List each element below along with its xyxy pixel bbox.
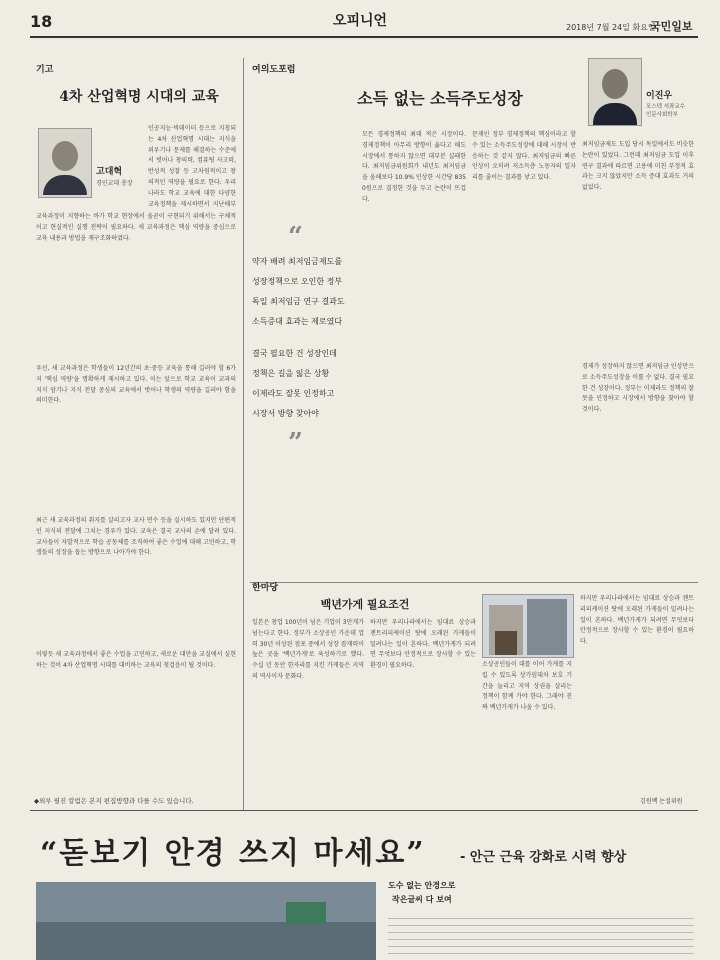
forum-paragraph-2: 문재인 정부 경제정책의 핵심이라고 할 수 있는 소득주도성장에 대해 시장이 반응하는 것 같지 않다. 최저임금의 빠른 인상이 오히려 저소득층 노동자의 일자리를 줄이는 결과를 낳고 있다. (472, 131, 576, 182)
editorial-paragraph-1: 일본은 창업 100년이 넘은 기업이 3만개가 넘는다고 한다. 정부가 소상공인 가운데 업력 30년 이상된 점포 중에서 성장 잠재력이 높은 곳을 '백년가게'로 육성하기로 했다. 수십 년 동안 한자리를 지킨 가게들은 지역의 역사이자 문화다. (252, 619, 364, 680)
forum-paragraph-4: 경제가 성장하지 않으면 최저임금 인상만으로 소득주도성장을 이룰 수 없다. 결국 필요한 건 성장이다. 정부는 이제라도 정책의 잘못을 인정하고 시장에서 방향을 찾아야 할 것이다. (582, 363, 694, 414)
pull-quote-line: 성장정책으로 오인한 정부 (252, 277, 343, 286)
column-divider-left (243, 58, 244, 810)
left-column-tag: 기고 (36, 65, 54, 75)
ad-headline: “돋보기 안경 쓰지 마세요” (40, 836, 426, 871)
section-title: 오피니언 (332, 13, 388, 29)
forum-author-title-1: 포스텍 석좌교수 (646, 104, 685, 110)
issue-date: 2018년 7월 24일 화요일 (566, 23, 656, 32)
forum-paragraph-3: 최저임금제도 도입 당시 독일에서도 비슷한 논란이 있었다. 그런데 최저임금 도입 이후 연구 결과에 따르면 고용에 미친 부정적 효과는 크지 않았지만 소득 증대 효과도 거의 없었다. (582, 141, 694, 192)
pull-quote-line: 시장서 방향 찾아야 (252, 409, 319, 418)
forum-author-title-2: 인문사회학부 (646, 112, 678, 118)
left-article-paragraph-3: 우선, 새 교육과정은 학생들이 12년간의 초·중등 교육을 통해 길러야 할 6가지 '핵심 역량'을 명확하게 제시하고 있다. 이는 앞으로 학교 교육이 교과의 지식 암기나 지식 전달 중심의 교육에서 벗어나 학생의 역량을 길러야 함을 의미한다. (36, 365, 236, 405)
pull-quote (252, 252, 348, 424)
author-photo-head (52, 141, 78, 171)
left-footnote: ◆외부 필진 칼럼은 본지 편집방향과 다를 수도 있습니다. (34, 797, 194, 805)
pull-quote-line: 이제라도 잘못 인정하고 (252, 389, 335, 398)
ad-side-title-1: 도수 없는 안경으로 (388, 881, 456, 890)
ad-photo-street (36, 922, 376, 960)
forum-author-photo-head (602, 69, 628, 99)
pull-quote-spacer (252, 332, 348, 344)
author-photo-body (43, 175, 87, 195)
editorial-paragraph-2: 하지만 우리나라에서는 임대료 상승과 젠트리피케이션 탓에 오래된 가게들이 밀려나는 일이 흔하다. 백년가게가 되려면 무엇보다 안정적으로 장사할 수 있는 환경이 필요하다. (370, 619, 476, 670)
editorial-byline: 김원백 논설위원 (640, 798, 683, 805)
pull-quote-line: 소득증대 효과는 제로였다 (252, 317, 343, 326)
shop-door (495, 631, 517, 655)
forum-author-name: 이진우 (646, 91, 673, 101)
left-article-title: 4차 산업혁명 시대의 교육 (59, 89, 219, 105)
editorial-tag: 한마당 (252, 583, 279, 593)
forum-article-title: 소득 없는 소득주도성장 (357, 89, 523, 108)
forum-author-photo-body (593, 103, 637, 125)
forum-author-photo (588, 58, 642, 126)
ad-body-text-lines (388, 912, 694, 960)
open-quote-icon: “ (288, 222, 303, 252)
editorial-title: 백년가게 필요조건 (320, 598, 410, 611)
left-article-paragraph-5: 이렇듯 새 교육과정에서 좋은 수업을 고민하고, 새로운 대안을 교실에서 실현하는 것이 4차 산업혁명 시대를 대비하는 교육의 첫걸음이 될 것이다. (36, 651, 236, 669)
pull-quote-line: 독일 최저임금 연구 결과도 (252, 297, 345, 306)
editorial-paragraph-3: 소상공인들이 대를 이어 가게를 지킬 수 있도록 상가임대차 보호 기간을 늘리고 지역 상권을 살리는 정책이 함께 가야 한다. 그래야 진짜 백년가게가 나올 수 있다. (482, 661, 572, 712)
ad-side-title-2: 작은글씨 다 보여 (392, 895, 452, 904)
ad-photo-sign (286, 902, 326, 924)
left-author-name: 고대혁 (96, 167, 123, 177)
forum-paragraph-1: 모든 경제정책의 최대 적은 시장이다. 경제정책이 아무리 방향이 옳다고 해도 시장에서 통하지 않으면 대부분 실패한다. 최저임금위원회가 내년도 최저임금을 올해보다 10.9% 인상한 시간당 8350원으로 결정한 것을 두고 논란이 뜨겁다. (362, 131, 466, 203)
section-divider-horizontal (250, 582, 698, 583)
pull-quote-line: 정책은 길을 잃은 상황 (252, 369, 330, 378)
left-article-paragraph-1: 인공지능·빅데이터 등으로 지칭되는 4차 산업혁명 시대는 지식을 외우기나 문제를 해결하는 수준에서 벗어나 창의력, 컴퓨팅 사고력, 반성적 성찰 등 고차원적이고 창의적인 역량을 필요로 한다. 우리나라도 학교 교육에 대한 다양한 교육정책을 제시하면서 지난해부 (148, 125, 236, 208)
pull-quote-line: 약자 배려 최저임금제도를 (252, 257, 343, 266)
page-number: 18 (30, 12, 53, 31)
pull-quote-line: 결국 필요한 건 성장인데 (252, 349, 337, 358)
left-author-title: 경인교대 총장 (96, 180, 133, 187)
ad-divider (30, 810, 698, 811)
newspaper-name: 국민일보 (650, 20, 693, 33)
close-quote-icon: ” (288, 428, 303, 458)
building-right (527, 599, 567, 655)
storefront-illustration (482, 594, 574, 658)
ad-subheadline: - 안근 근육 강화로 시력 향상 (460, 850, 627, 865)
header-rule (30, 36, 698, 38)
ad-photo (36, 882, 376, 960)
left-article-paragraph-4: 최근 새 교육과정의 취지를 살리고자 교사 연수 등을 실시하도 있지만 단편적인 지식의 전달에 그치는 경우가 있다. 교육은 결국 교사의 손에 달려 있다. 교사들이 자발적으로 학습 공동체를 조직하여 좋은 수업에 대해 고민하고, 학생들의 성장을 돕는 방향으로 나아가야 한다. (36, 517, 236, 557)
author-photo (38, 128, 92, 198)
left-article-paragraph-2: 교육과정이 지향하는 바가 학교 현장에서 올곧이 구현되기 위해서는 구체적이고 현실적인 실행 전략이 필요하다. 새 교육과정은 핵심 역량을 중심으로 교육 내용과 방법을 재구조화하였다. (36, 213, 236, 242)
editorial-paragraph-2-cont: 하지만 우리나라에서는 임대료 상승과 젠트리피케이션 탓에 오래된 가게들이 밀려나는 일이 흔하다. 백년가게가 되려면 무엇보다 안정적으로 장사할 수 있는 환경이 필요하다. (580, 595, 694, 646)
forum-tag: 여의도포럼 (252, 65, 296, 75)
